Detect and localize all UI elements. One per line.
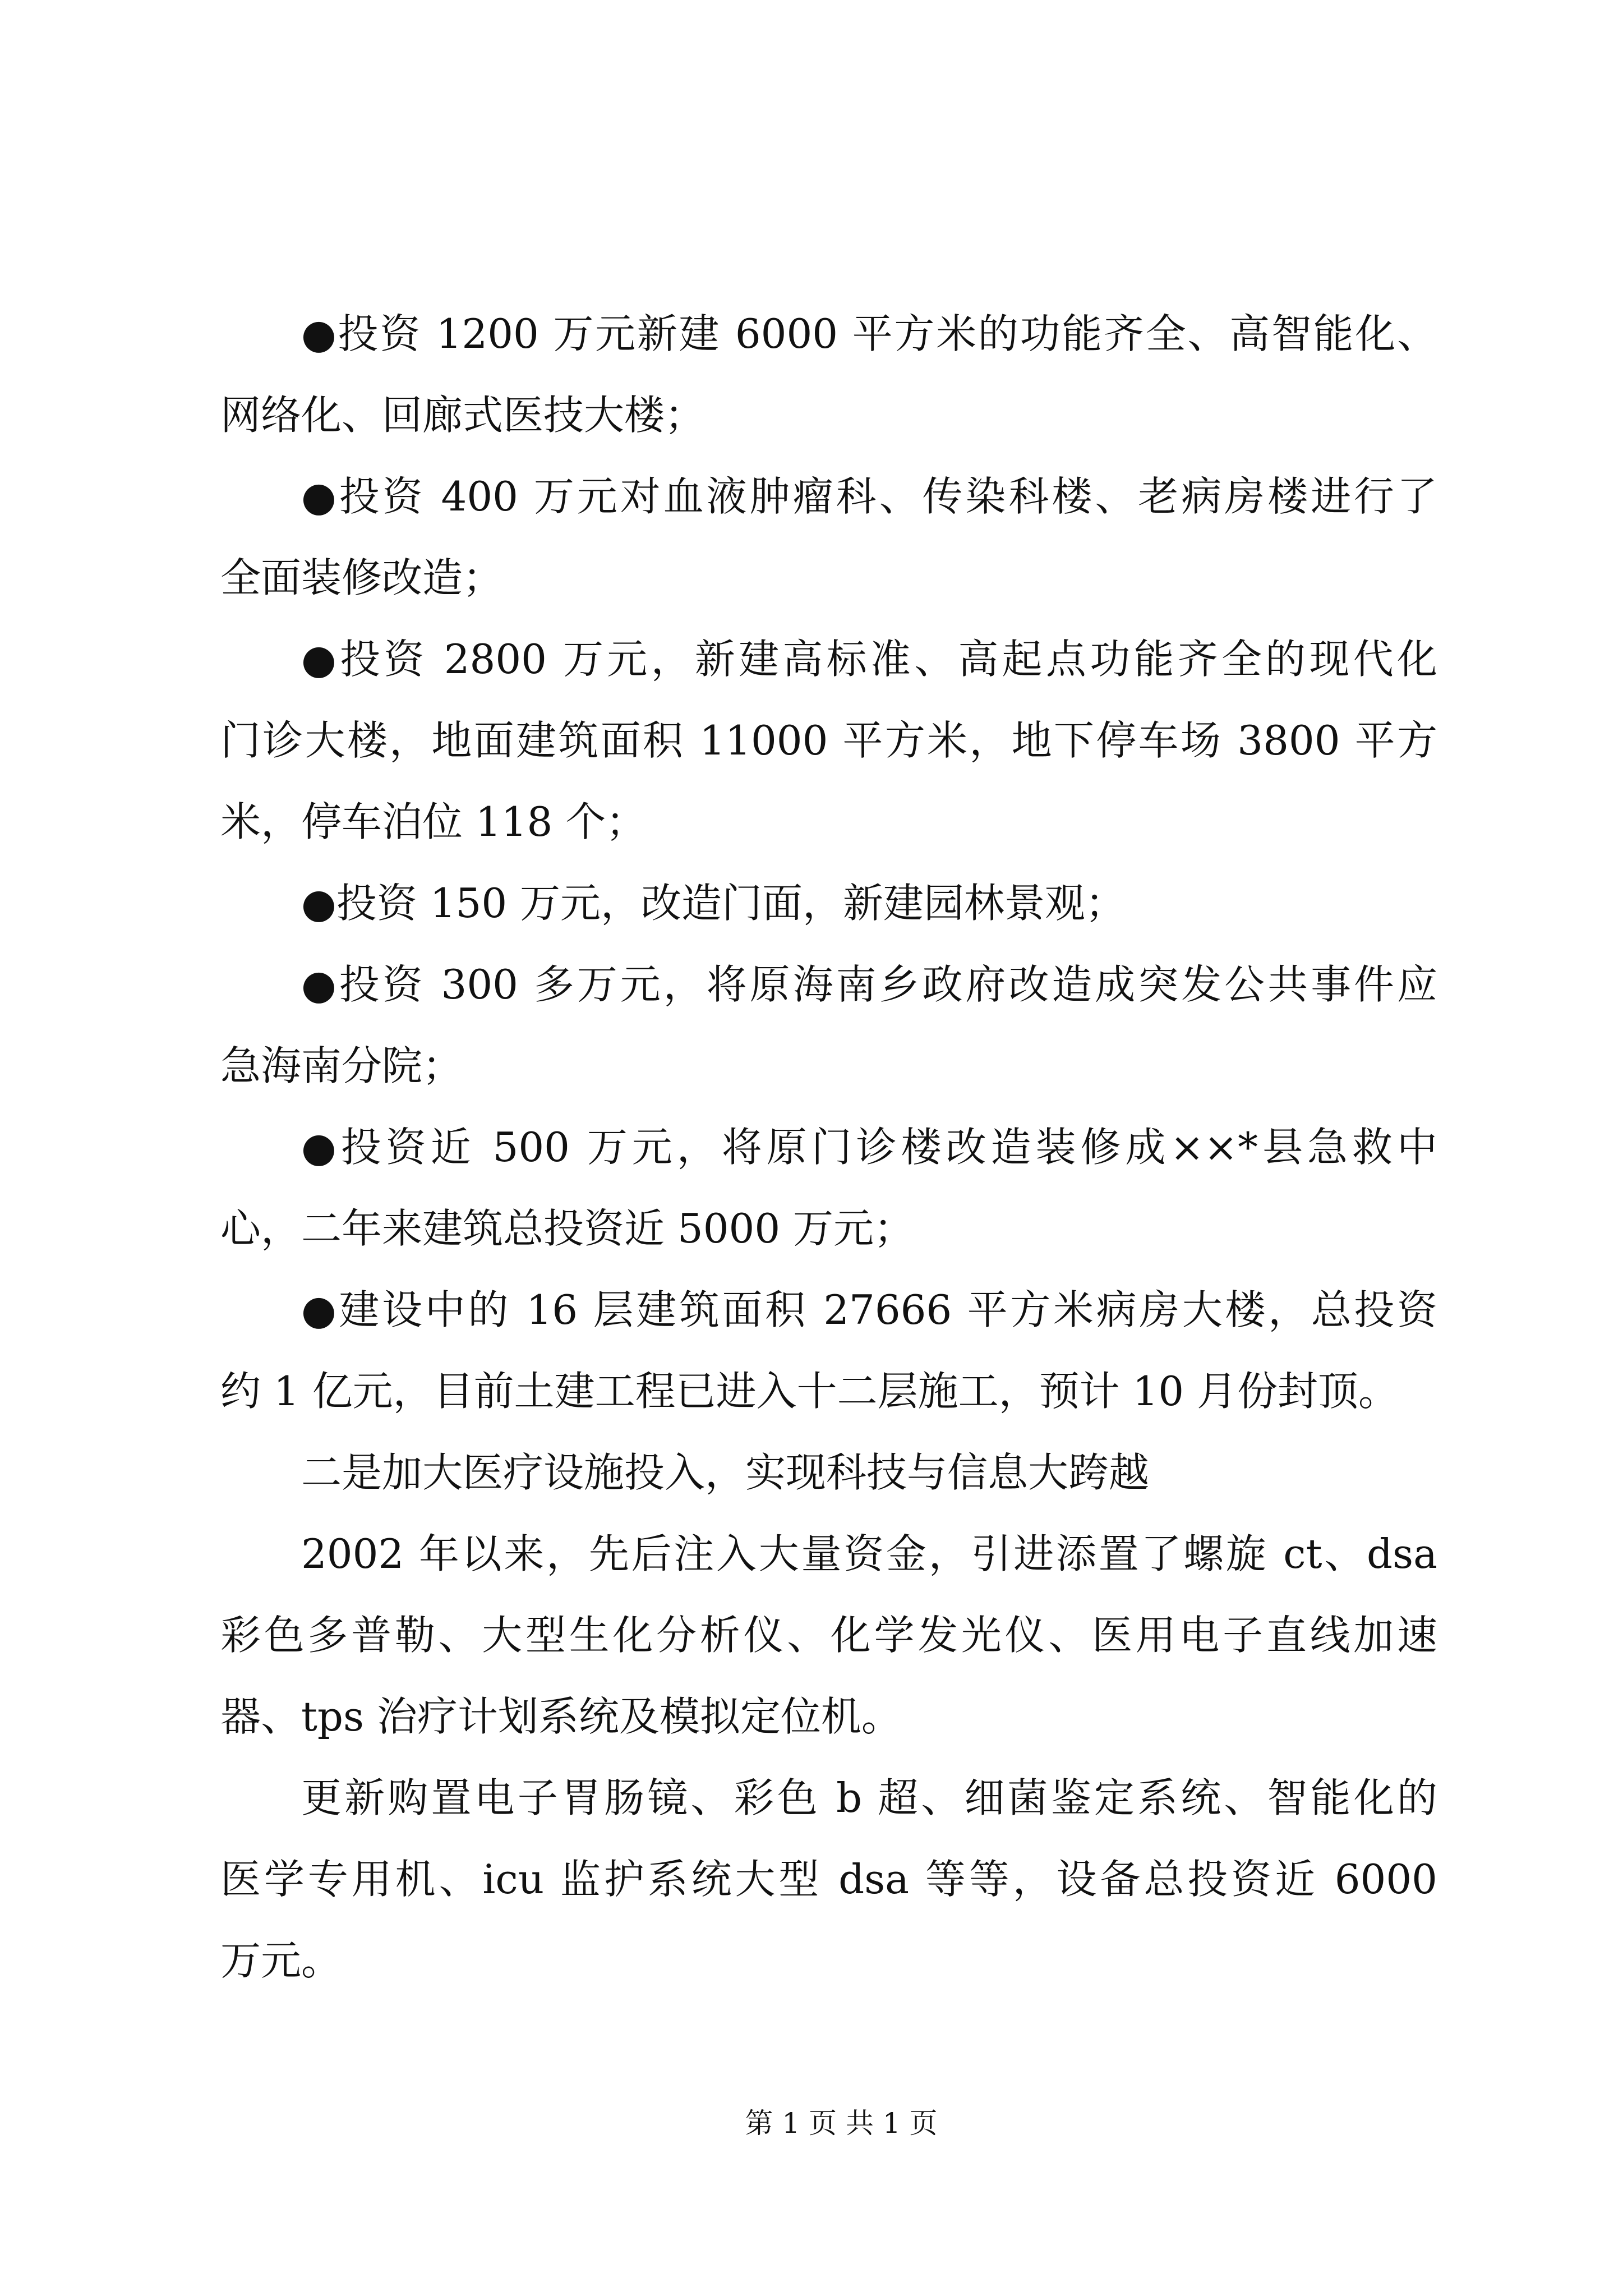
text-line: 器、tps 治疗计划系统及模拟定位机。 xyxy=(220,1693,902,1740)
text-line: 二是加大医疗设施投入，实现科技与信息大跨越 xyxy=(301,1449,1150,1496)
paragraph xyxy=(220,293,1437,456)
text-line: 医学专用机、icu 监护系统大型 dsa 等等，设备总投资近 6000 xyxy=(220,1856,1437,1903)
paragraph xyxy=(220,1269,1437,1432)
text-line: 约 1 亿元，目前土建工程已进入十二层施工，预计 10 月份封顶。 xyxy=(220,1368,1399,1415)
text-line: ●投资 1200 万元新建 6000 平方米的功能齐全、高智能化、 xyxy=(301,310,1437,357)
text-line: 2002 年以来，先后注入大量资金，引进添置了螺旋 ct、dsa xyxy=(301,1530,1437,1577)
paragraph xyxy=(220,863,1437,944)
paragraph xyxy=(220,1513,1437,1757)
text-line: ●投资近 500 万元，将原门诊楼改造装修成××*县急救中 xyxy=(301,1124,1437,1171)
text-line: 米，停车泊位 118 个； xyxy=(220,798,647,845)
paragraph xyxy=(220,1757,1437,2001)
text-line: 门诊大楼，地面建筑面积 11000 平方米，地下停车场 3800 平方 xyxy=(220,717,1437,764)
paragraph xyxy=(220,456,1437,619)
text-line: 彩色多普勒、大型生化分析仪、化学发光仪、医用电子直线加速 xyxy=(220,1612,1437,1659)
text-line: 万元。 xyxy=(220,1937,342,1984)
paragraph xyxy=(220,1107,1437,1269)
text-line: ●建设中的 16 层建筑面积 27666 平方米病房大楼，总投资 xyxy=(301,1286,1437,1333)
text-line: 全面装修改造； xyxy=(220,554,504,601)
text-line: ●投资 2800 万元，新建高标准、高起点功能齐全的现代化 xyxy=(301,636,1437,683)
section-heading xyxy=(220,1432,1437,1513)
text-line: ●投资 150 万元，改造门面，新建园林景观； xyxy=(301,880,1126,927)
text-line: 网络化、回廊式医技大楼； xyxy=(220,392,706,439)
paragraph xyxy=(220,619,1437,863)
text-line: ●投资 400 万元对血液肿瘤科、传染科楼、老病房楼进行了 xyxy=(301,473,1437,520)
text-line: 心，二年来建筑总投资近 5000 万元； xyxy=(220,1205,915,1252)
text-line: 急海南分院； xyxy=(220,1042,463,1089)
text-line: ●投资 300 多万元，将原海南乡政府改造成突发公共事件应 xyxy=(301,961,1437,1008)
page-number-label: 第 1 页 共 1 页 xyxy=(745,2107,938,2139)
page-footer xyxy=(220,2104,1462,2143)
text-line: 更新购置电子胃肠镜、彩色 b 超、细菌鉴定系统、智能化的 xyxy=(301,1774,1437,1821)
document-body xyxy=(220,293,1437,2001)
paragraph xyxy=(220,944,1437,1107)
